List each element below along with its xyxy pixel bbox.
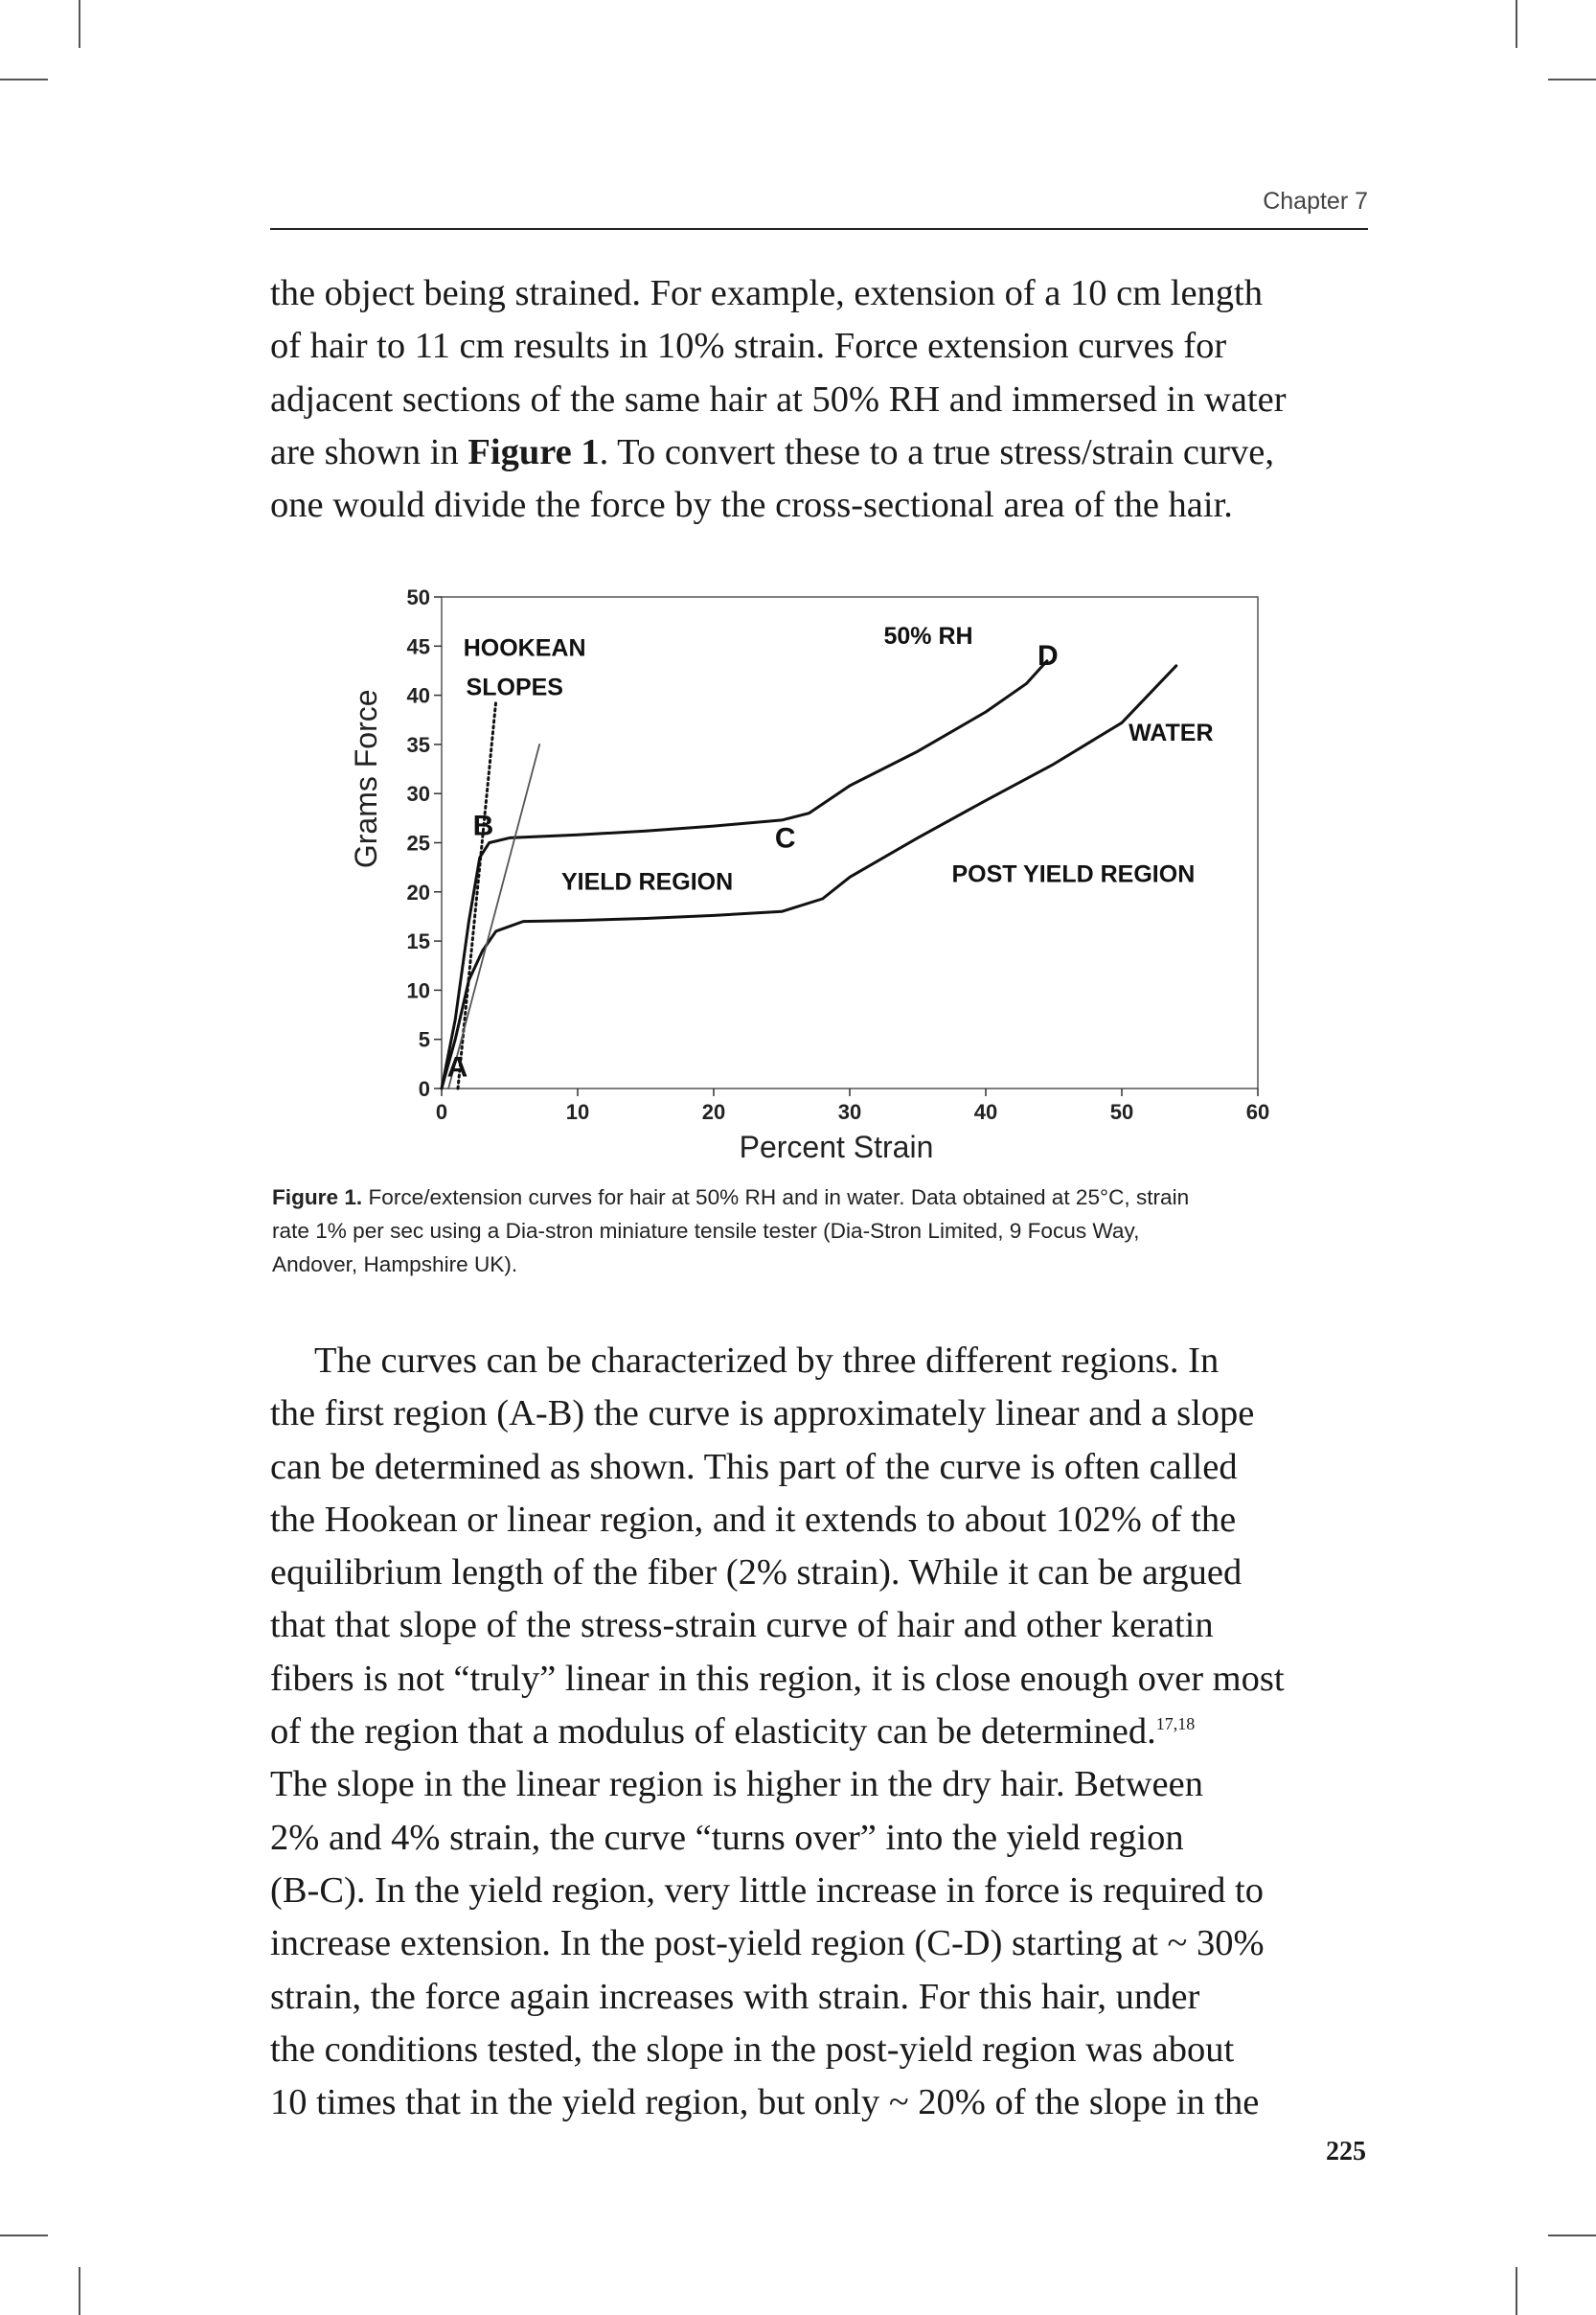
plot-frame (442, 597, 1258, 1089)
page-number: 225 (1326, 2137, 1366, 2166)
crop-mark (1516, 0, 1517, 48)
y-tick-label: 10 (406, 978, 430, 1003)
y-tick-label: 50 (406, 585, 430, 609)
text-line: the object being strained. For example, extension of a 10 cm length (270, 273, 1264, 313)
text-line: strain, the force again increases with strain. For this hair, under (270, 1976, 1200, 2017)
annotation-label: HOOKEAN (463, 634, 586, 662)
crop-mark (0, 79, 48, 80)
x-tick-label: 40 (973, 1100, 998, 1124)
series-line-3 (448, 745, 539, 1089)
text-line: the Hookean or linear region, and it extends to about 102% of the (270, 1499, 1237, 1540)
crop-mark (1548, 79, 1596, 80)
y-tick-label: 20 (406, 880, 430, 905)
crop-mark (0, 2235, 48, 2236)
text-line: The curves can be characterized by three different regions. In (314, 1341, 1220, 1381)
header-rule (270, 228, 1368, 230)
text-line: the first region (A-B) the curve is approximately linear and a slope (270, 1393, 1255, 1434)
y-tick-label: 0 (418, 1077, 430, 1101)
x-tick-label: 20 (701, 1100, 726, 1124)
text-line: of hair to 11 cm results in 10% strain. Force extension curves for (270, 326, 1227, 367)
text-run: are shown in (270, 431, 468, 472)
text-line: can be determined as shown. This part of the curve is often called (270, 1446, 1238, 1487)
y-tick-label: 25 (406, 831, 430, 856)
annotation-label: 50% RH (883, 623, 973, 651)
x-axis-label: Percent Strain (739, 1130, 934, 1164)
text-run: of the region that a modulus of elasticity can be determined. (270, 1711, 1156, 1753)
text-line: that that slope of the stress-strain curve of hair and other keratin (270, 1605, 1214, 1646)
text-line: adjacent sections of the same hair at 50% RH and immersed in water (270, 378, 1287, 420)
caption-label: Figure 1. (272, 1185, 363, 1209)
annotation-label: POST YIELD REGION (951, 860, 1196, 888)
caption-text: Force/extension curves for hair at 50% RH and in water. Data obtained at 25°C, strain (362, 1185, 1190, 1209)
figure-caption (272, 1180, 1374, 1281)
x-tick-label: 50 (1109, 1100, 1134, 1124)
caption-line (272, 1248, 1374, 1281)
point-label: C (774, 822, 796, 855)
y-tick-label: 45 (406, 634, 430, 659)
text-line: equilibrium length of the fiber (2% strain). While it can be argued (270, 1552, 1243, 1593)
y-tick-label: 15 (406, 929, 430, 954)
caption-text: Andover, Hampshire UK). (272, 1252, 518, 1276)
body-paragraph-1 (270, 267, 1372, 532)
annotation-label: SLOPES (466, 674, 563, 701)
citation-superscript: 17,18 (1155, 1714, 1196, 1734)
caption-line (272, 1214, 1374, 1248)
y-tick-label: 5 (418, 1027, 430, 1052)
running-head: Chapter 7 (1263, 188, 1368, 215)
crop-mark (79, 0, 80, 48)
text-line: (B-C). In the yield region, very little increase in force is required to (270, 1869, 1264, 1911)
x-tick-label: 30 (837, 1100, 862, 1124)
force-extension-chart (345, 575, 1284, 1169)
text-line: 2% and 4% strain, the curve “turns over” into the yield region (270, 1817, 1184, 1858)
text-line: fibers is not “truly” linear in this region, it is close enough over most (270, 1658, 1285, 1699)
text-line: one would divide the force by the cross-sectional area of the hair. (270, 485, 1233, 526)
y-tick-label: 40 (406, 683, 430, 708)
annotation-label: YIELD REGION (560, 868, 734, 896)
x-tick-label: 0 (435, 1100, 448, 1124)
point-label: D (1037, 639, 1059, 672)
point-label: B (472, 810, 494, 842)
caption-line (272, 1180, 1374, 1214)
text-run: . To convert these to a true stress/strain curve, (599, 431, 1274, 472)
text-line: 10 times that in the yield region, but only ~ 20% of the slope in the (270, 2082, 1260, 2123)
annotation-label: WATER (1129, 719, 1214, 746)
y-axis-label: Grams Force (349, 689, 383, 869)
crop-mark (79, 2267, 80, 2315)
point-label: A (446, 1051, 468, 1084)
caption-text: rate 1% per sec using a Dia-stron miniature tensile tester (Dia-Stron Limited, 9 Focus Way, (272, 1219, 1140, 1243)
y-tick-label: 35 (406, 732, 430, 757)
y-tick-label: 30 (406, 782, 430, 807)
figure-reference: Figure 1 (467, 431, 600, 472)
crop-mark (1516, 2267, 1517, 2315)
text-line (270, 1706, 1372, 1758)
body-paragraph-2 (270, 1335, 1372, 2129)
crop-mark (1548, 2235, 1596, 2236)
x-tick-label: 10 (565, 1100, 590, 1124)
x-tick-label: 60 (1245, 1100, 1270, 1124)
text-line: increase extension. In the post-yield region (C-D) starting at ~ 30% (270, 1923, 1265, 1964)
text-line: The slope in the linear region is higher in the dry hair. Between (270, 1764, 1203, 1805)
text-line: the conditions tested, the slope in the post-yield region was about (270, 2028, 1235, 2070)
text-line (270, 426, 1372, 479)
